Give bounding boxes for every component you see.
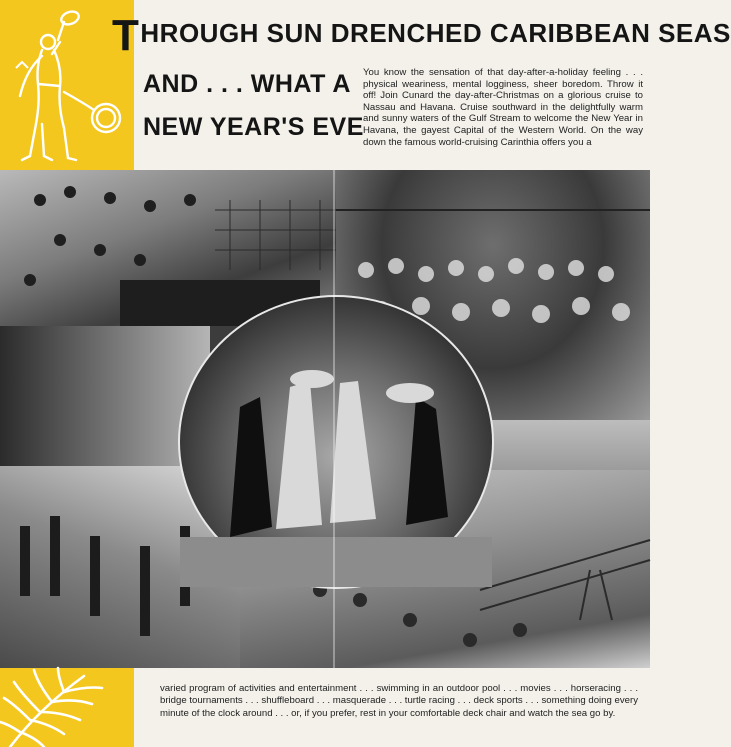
photo-collage [0,170,650,668]
headline-line-1 [112,11,731,60]
outro-paragraph: varied program of activities and entertainment . . . swimming in an outdoor pool . . . movies . . . horseracing . . . bridge tournaments . . . shuffleboard . . . masquerade . . . turtle racing . . . deck sports . . . something doing every minute of the clock around . . . or, if you prefer, rest in your comfortable deck chair and watch the sea go by. [160,683,638,719]
page-fold [333,170,335,668]
photo-costume-dancers-circle [178,295,494,589]
tambourine-dancer-illustration [8,6,126,166]
headline-line-1-text: HROUGH SUN DRENCHED CARIBBEAN SEAS [140,18,731,48]
headline-line-2: AND . . . WHAT A [143,70,351,98]
headline-initial: T [112,11,140,60]
palm-frond-illustration [0,668,134,747]
headline-line-3: NEW YEAR'S EVE [143,113,364,141]
intro-paragraph: You know the sensation of that day-after-a-holiday feeling . . . physical weariness, mental logginess, sheer boredom. Throw it off! Join Cunard the day-after-Christmas on a glorious cruise to Nassau and Havana. Cruise southward in the delightfully warm and sunny waters of the Gulf Stream to welcome the New Year in Havana, the gayest Capital of the Western World. On the way down the famous world-cruising Carinthia offers you a [363,67,643,148]
yellow-palm-panel [0,668,134,747]
